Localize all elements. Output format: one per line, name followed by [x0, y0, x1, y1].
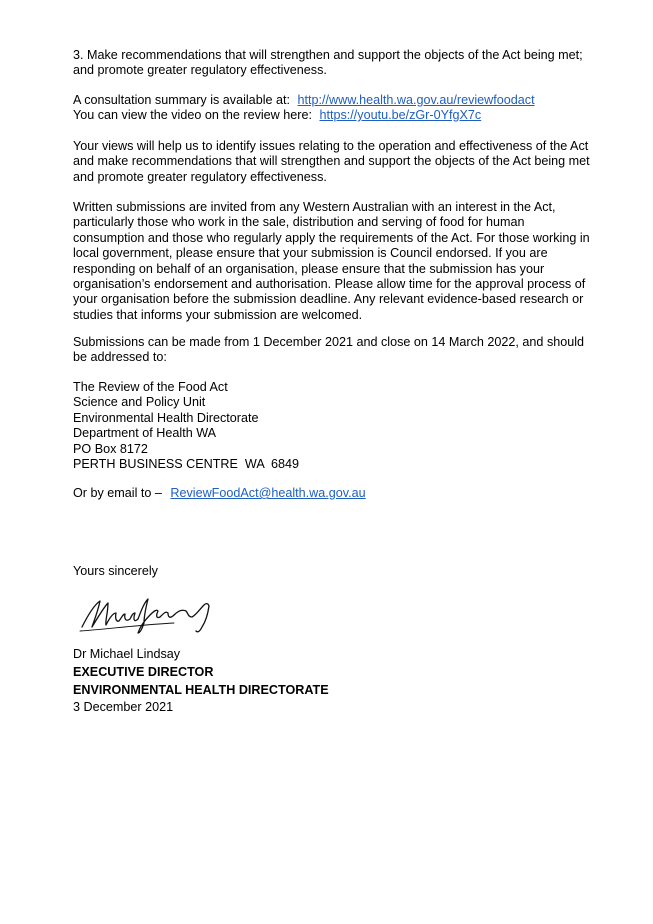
- paragraph-views: Your views will help us to identify issues relating to the operation and effectiveness of the Act and make recommendations that will strengthen and support the objects of the Act being met and promote greater regulatory effectiveness.: [73, 139, 590, 184]
- postal-address: [73, 380, 593, 472]
- paragraph-written-submissions: Written submissions are invited from any Western Australian with an interest in the Act, particularly those who work in the sale, distribution and serving of food for human consumption and those who regularly apply the requirements of the Act. For those working in local government, please ensure that your submission is Council endorsed. If you are responding on behalf of an organisation, please ensure that the submission has your organisation’s endorsement and authorisation. Please allow time for the approval process of your organisation before the submission deadline. Any relevant evidence-based research or studies that informs your submission are welcomed.: [73, 200, 590, 322]
- signatory-name: Dr Michael Lindsay: [73, 647, 181, 661]
- address-line: Science and Policy Unit: [73, 395, 206, 410]
- consultation-prefix: A consultation summary is available at:: [73, 93, 290, 107]
- address-line: Environmental Health Directorate: [73, 410, 259, 425]
- address-line: Department of Health WA: [73, 426, 217, 441]
- signatory-directorate: ENVIRONMENTAL HEALTH DIRECTORATE: [73, 683, 329, 697]
- signature-image: [78, 593, 228, 635]
- review-video-link[interactable]: https://youtu.be/zGr-0YfgX7c: [319, 108, 482, 122]
- consultation-summary-link[interactable]: http://www.health.wa.gov.au/reviewfoodact: [297, 93, 535, 107]
- video-prefix: You can view the video on the review here:: [73, 108, 312, 122]
- salutation: Yours sincerely: [73, 564, 158, 578]
- email-link[interactable]: ReviewFoodAct@health.wa.gov.au: [170, 486, 366, 500]
- email-prefix: Or by email to –: [73, 486, 162, 500]
- paragraph-submission-dates: Submissions can be made from 1 December 2021 and close on 14 March 2022, and should be addressed to:: [73, 335, 585, 365]
- video-line: [73, 108, 481, 123]
- letter-date: 3 December 2021: [73, 700, 174, 714]
- signatory-title: EXECUTIVE DIRECTOR: [73, 665, 214, 679]
- address-line: PO Box 8172: [73, 441, 148, 456]
- address-line: PERTH BUSINESS CENTRE WA 6849: [73, 457, 300, 472]
- consultation-line: [73, 93, 535, 108]
- address-line: The Review of the Food Act: [73, 380, 228, 394]
- paragraph-recommendations: 3. Make recommendations that will strengthen and support the objects of the Act being met; and promote greater regulatory effectiveness.: [73, 48, 583, 78]
- email-line: [73, 486, 366, 501]
